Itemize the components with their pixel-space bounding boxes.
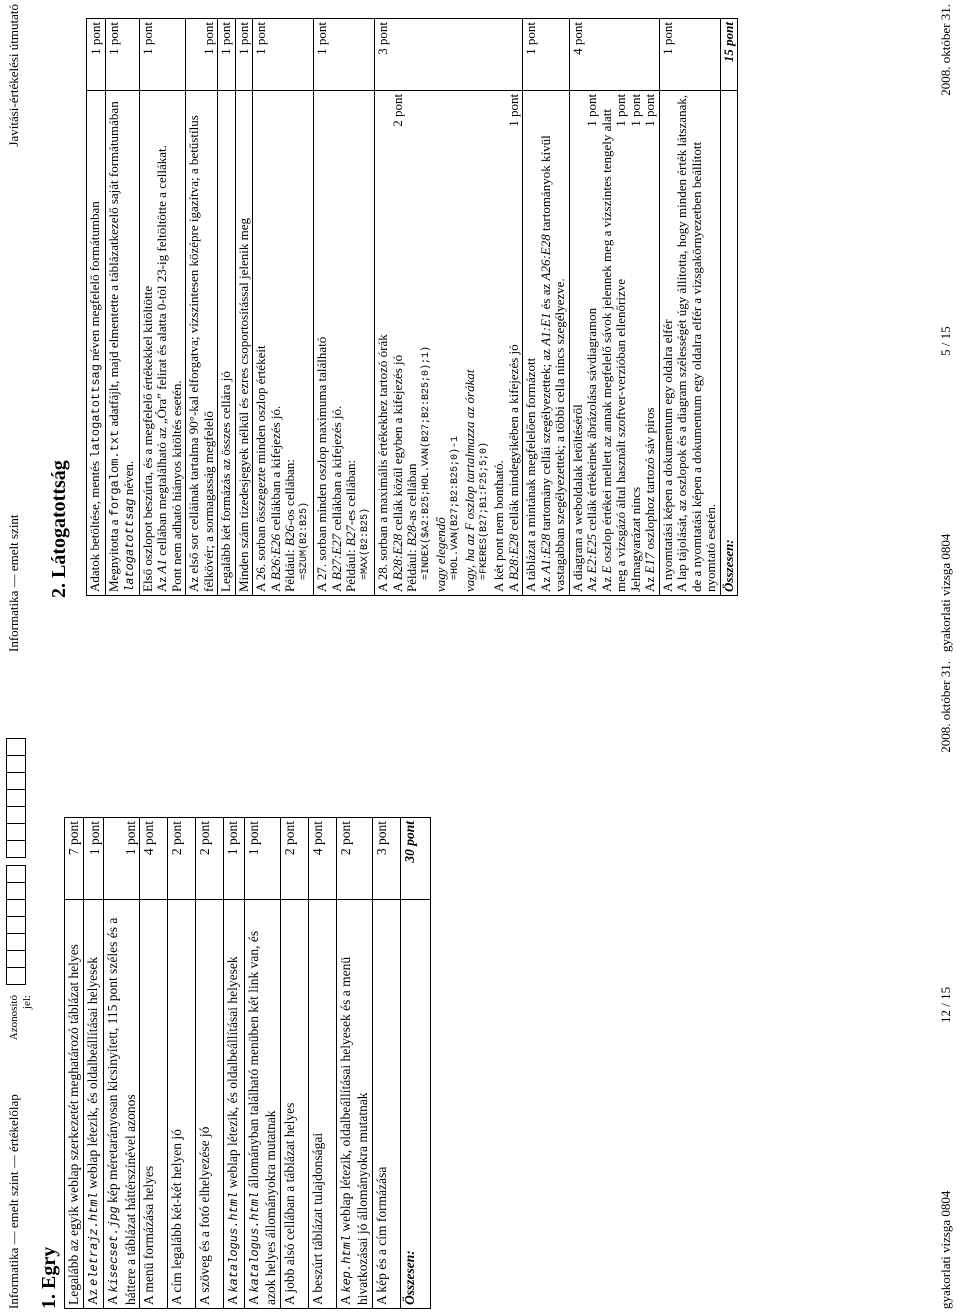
table-row <box>523 19 570 596</box>
left-score-table <box>64 817 431 1309</box>
table-row <box>314 19 375 596</box>
table-row <box>280 818 308 1309</box>
row-text: A kép és a cím formázása <box>372 899 400 1308</box>
table-row <box>83 818 104 1309</box>
table-row <box>140 818 168 1309</box>
row-points: 1 pont <box>253 19 314 91</box>
row-points: 2 pont <box>168 818 196 900</box>
row-text: Megnyitotta a forgalom.txt adatfájlt, majd elmentette a táblázatkezelő saját formátumában latogatottsag néven. <box>105 90 139 595</box>
table-row <box>375 19 523 596</box>
id-cell <box>6 772 26 790</box>
table-row <box>168 818 196 1309</box>
row-points: 4 pont <box>140 818 168 900</box>
table-row <box>569 19 659 596</box>
id-label-line1: Azonosító <box>8 995 20 1041</box>
row-text: A 26. sorban összegezte minden oszlop értékeit A B26:E26 cellákban a kifejezés jó. Például: B26-os cellában: =SZUM(B2:B25) <box>253 90 314 595</box>
left-footer-page: 12 / 15 <box>938 986 953 1023</box>
left-header-title: Informatika — emelt szint — értékelőlap <box>6 1094 21 1309</box>
id-cell <box>6 865 26 883</box>
right-footer-exam: gyakorlati vizsga 0804 <box>938 533 953 652</box>
id-cells <box>6 739 26 985</box>
table-row <box>244 818 280 1309</box>
row-points: 2 pont <box>280 818 308 900</box>
row-points: 1 pont <box>105 19 139 91</box>
left-section-title: 1. Egry <box>38 1246 60 1309</box>
table-row <box>336 818 372 1309</box>
total-label: Összesen: <box>720 90 738 595</box>
row-text: A táblázat a mintának megfelelően formázott Az A1:E28 tartomány cellái szegélyezettek; az A1:E1 és az A26:E28 tartományok kívül vastagabban szegélyezettek; a többi cella nincs szegélyezve. <box>523 90 570 595</box>
total-label: Összesen: <box>400 899 430 1308</box>
table-row <box>372 818 400 1309</box>
row-points: 1 pont <box>186 19 218 91</box>
row-points: 1 pont <box>314 19 375 91</box>
row-text: A szöveg és a fotó elhelyezése jó <box>196 899 224 1308</box>
row-points: 1 pont <box>218 19 236 91</box>
table-row <box>253 19 314 596</box>
right-header-title: Informatika — emelt szint <box>6 514 21 652</box>
row-text: A katalogus.html állományban található menüben két link van, és azok helyes állományokra mutatnak <box>244 899 280 1308</box>
id-cell <box>6 823 26 841</box>
row-text: A beszúrt táblázat tulajdonságai <box>308 899 336 1308</box>
row-points: 7 pont <box>65 818 84 900</box>
table-row <box>235 19 253 596</box>
row-points: 4 pont <box>569 19 659 91</box>
row-text: A diagram a weboldalak letöltéséről Az E2:E25 cellák értékeinek ábrázolása sávdiagramon 1 pont Az E oszlop értékei mellett az annak megfelelő sávok jelennek meg a vízszintes tengely alatt meg a vizsgázó által használt szoftver-verzióban ellenőrizve 1 pont Jelmagyarázat nincs 1 pont Az E17 oszlophoz tartozó sáv piros 1 pont <box>569 90 659 595</box>
row-points: 1 pont <box>83 818 104 900</box>
row-text: A nyomtatási képen a dokumentum egy oldalra elfér A lap tájolását, az oszlopok és a diagram szélességét úgy állította, hogy minden érték látszanak, de a nyomtatási képen a dokumentum egy oldalra elfér a vizsgakörnyezetben beállított nyomtató esetén. <box>659 90 720 595</box>
row-text: A 28. sorban a maximális értékekhez tartozó órák A B28:E28 cellák közül egyben a kifejezés jó 2 pont Például: B28-as cellában =INDEX($A2:B25;HOL.VAN(B27;B2:B25;0);1) vagy elegendő =HOL.VAN(B27;B2:B25;0)-1 vagy, ha az F oszlop tartalmazza az órákat =FKERES(B27;B1:F25;5;0) A két pont nem bontható. A B28:E28 cellák mindegyikében a kifejezés jó 1 pont <box>375 90 523 595</box>
id-cell <box>6 738 26 756</box>
right-score-table <box>86 18 738 596</box>
row-points: 4 pont <box>308 818 336 900</box>
table-row <box>87 19 106 596</box>
total-points: 30 pont <box>400 818 430 900</box>
right-section-title: 2. Látogatottság <box>48 460 70 598</box>
row-text: Az első sor celláinak tartalma 90°-kal elforgatva; vízszintesen középre igazítva; a betűstílus félkövér; a sormagasság megfelelő <box>186 90 218 595</box>
row-text: A cím legalább két-két helyen jó <box>168 899 196 1308</box>
table-row <box>196 818 224 1309</box>
row-points: 1 pont <box>235 19 253 91</box>
id-label <box>8 995 34 1045</box>
table-row <box>104 818 140 1309</box>
table-row <box>65 818 84 1309</box>
id-cell <box>6 806 26 824</box>
row-text: Legalább két formázás az összes cellára jó <box>218 90 236 595</box>
table-row <box>105 19 139 596</box>
id-cell <box>6 840 26 858</box>
table-row <box>139 19 186 596</box>
row-points: 1 pont <box>224 818 245 900</box>
right-footer-page: 5 / 15 <box>938 326 953 356</box>
table-row <box>224 818 245 1309</box>
left-footer-date: 2008. október 31. <box>938 661 953 753</box>
row-text: A menü formázása helyes <box>140 899 168 1308</box>
row-text: Adatok betöltése, mentés latogatottsag néven megfelelő formátumban <box>87 90 106 595</box>
row-points: 1 pont <box>244 818 280 900</box>
row-text: Legalább az egyik weblap szerkezetét meghatározó táblázat helyes <box>65 899 84 1308</box>
table-row <box>308 818 336 1309</box>
id-cell <box>6 899 26 917</box>
left-footer-exam: gyakorlati vizsga 0804 <box>938 1190 953 1309</box>
row-text: Első oszlopot beszúrta, és a megfelelő értékekkel kitöltötte Az A1 cellában megtalálható az „Óra” felirat és alatta 0-tól 23-ig feltöltötte a cellákat. Pont nem adható hiányos kitöltés esetén. <box>139 90 186 595</box>
id-cell <box>6 950 26 968</box>
left-footer <box>934 657 958 1313</box>
table-row <box>659 19 720 596</box>
table-row <box>186 19 218 596</box>
row-text: A katalogus.html weblap létezik, és oldalbeállításai helyesek <box>224 899 245 1308</box>
row-points: 3 pont <box>375 19 523 91</box>
row-points: 2 pont <box>196 818 224 900</box>
total-row <box>400 818 430 1309</box>
right-header <box>0 0 26 656</box>
row-text: A kep.html weblap létezik, oldalbeállításai helyesek és a menü hivatkozásai jó állományokra mutatnak <box>336 899 372 1308</box>
row-points: 1 pont <box>139 19 186 91</box>
id-cell <box>6 789 26 807</box>
right-page <box>0 0 960 656</box>
id-cell <box>6 882 26 900</box>
row-points: 3 pont <box>372 818 400 900</box>
table-row <box>218 19 236 596</box>
id-gap <box>6 858 24 866</box>
row-text: A kisecset.jpg kép méretarányosan kicsinyített, 115 pont széles és a háttere a táblázat háttérszínével azonos <box>104 899 140 1308</box>
row-text: Az eletrajz.html weblap létezik, és oldalbeállításai helyesek <box>83 899 104 1308</box>
id-cell <box>6 916 26 934</box>
row-points: 1 pont <box>104 818 140 900</box>
right-header-subtitle: Javítási-értékelési útmutató <box>6 4 21 147</box>
row-points: 2 pont <box>336 818 372 900</box>
right-footer <box>934 0 958 656</box>
left-page <box>0 657 960 1313</box>
row-text: Minden szám tizedesjegyek nélkül és ezres csoportosítással jelenik meg <box>235 90 253 595</box>
row-points: 1 pont <box>523 19 570 91</box>
row-points: 1 pont <box>87 19 106 91</box>
total-row <box>720 19 738 596</box>
total-points: 15 pont <box>720 19 738 91</box>
row-points: 1 pont <box>659 19 720 91</box>
id-label-line2: jel: <box>21 995 33 1010</box>
right-footer-date: 2008. október 31. <box>938 4 953 96</box>
id-cell <box>6 933 26 951</box>
row-text: A 27. sorban minden oszlop maximuma található A B27:E27 cellákban a kifejezés jó. Például: B27-es cellában: =MAX(B2:B25) <box>314 90 375 595</box>
id-cell <box>6 967 26 985</box>
id-cell <box>6 755 26 773</box>
row-text: A jobb alsó cellában a táblázat helyes <box>280 899 308 1308</box>
